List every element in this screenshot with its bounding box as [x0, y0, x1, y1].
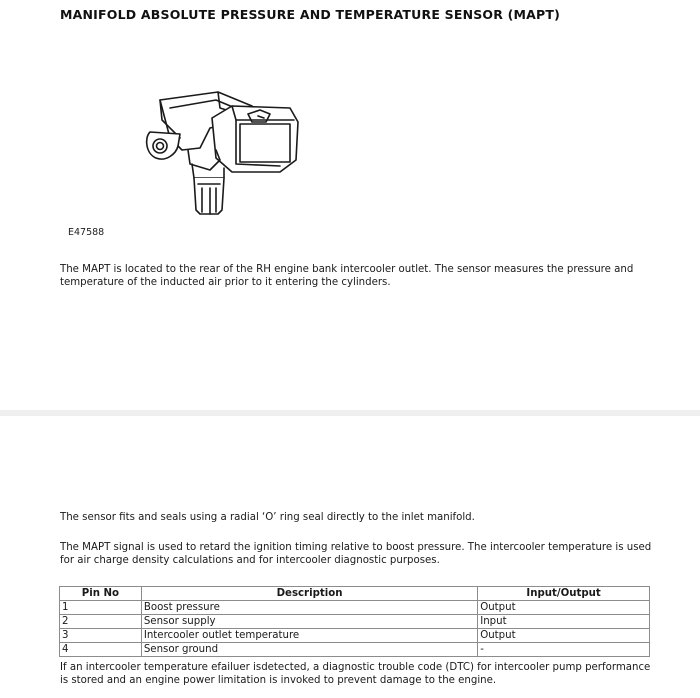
pin-direction: Output	[478, 629, 650, 643]
header-input-output: Input/Output	[478, 587, 650, 601]
pin-number: 2	[60, 615, 142, 629]
pin-description: Sensor supply	[141, 615, 477, 629]
figure-label: E47588	[68, 227, 105, 238]
location-paragraph: The MAPT is located to the rear of the RH engine bank intercooler outlet. The sensor measures the pressure and temperature of the inducted air prior to it entering the cylinders.	[60, 264, 634, 288]
pin-direction: Input	[478, 615, 650, 629]
pin-number: 1	[60, 601, 142, 615]
table-row	[60, 601, 650, 615]
failure-paragraph: If an intercooler temperature efailuer isdetected, a diagnostic trouble code (DTC) for intercooler pump performance is stored and an engine power limitation is invoked to prevent damage to the engine.	[60, 662, 651, 686]
pin-direction: Output	[478, 601, 650, 615]
pin-number: 4	[60, 643, 142, 657]
header-pin-no: Pin No	[60, 587, 142, 601]
mapt-sensor-illustration	[140, 88, 310, 223]
pin-description: Sensor ground	[141, 643, 477, 657]
signal-paragraph: The MAPT signal is used to retard the ignition timing relative to boost pressure. The intercooler temperature is used for air charge density calculations and for intercooler diagnostic purposes.	[60, 542, 652, 566]
table-row	[60, 629, 650, 643]
table-row	[60, 615, 650, 629]
pin-table	[59, 586, 650, 657]
pin-number: 3	[60, 629, 142, 643]
section-title: MANIFOLD ABSOLUTE PRESSURE AND TEMPERATURE SENSOR (MAPT)	[60, 7, 561, 22]
pin-direction: -	[478, 643, 650, 657]
fitting-paragraph: The sensor fits and seals using a radial ‘O’ ring seal directly to the inlet manifold.	[60, 512, 475, 523]
header-description: Description	[141, 587, 477, 601]
table-header-row	[60, 587, 650, 601]
pin-description: Intercooler outlet temperature	[141, 629, 477, 643]
pin-description: Boost pressure	[141, 601, 477, 615]
table-row	[60, 643, 650, 657]
